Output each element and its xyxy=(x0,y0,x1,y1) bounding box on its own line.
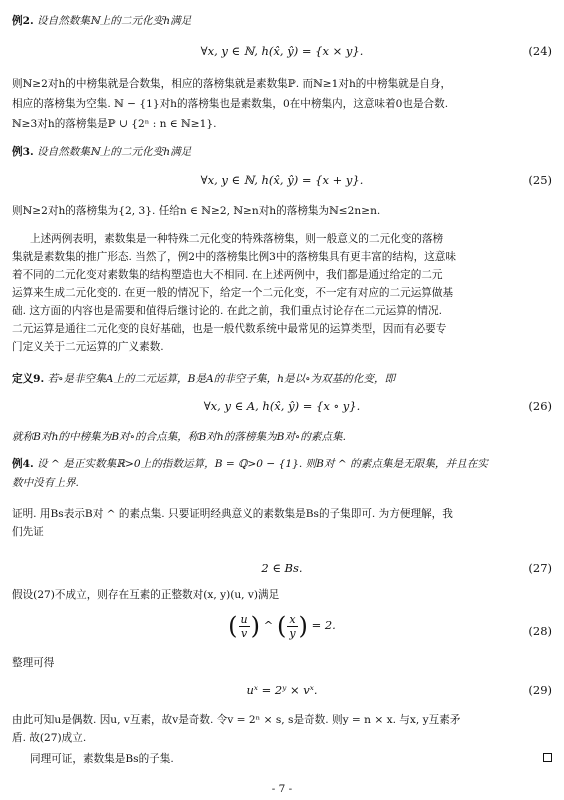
example-2-line-3: ℕ≥3对h的落榜集是ℙ ∪ {2ⁿ : n ∈ ℕ≥1}. xyxy=(12,118,217,130)
discussion-line-7: 门定义关于二元运算的广义素数. xyxy=(12,341,164,353)
fraction-u: u xyxy=(240,612,248,626)
equation-25-body: ∀x, y ∈ ℕ, h(x̂, ŷ) = {x + y}. xyxy=(200,173,364,187)
example-3-label: 例3. xyxy=(12,146,34,158)
example-2-line-1: 则ℕ≥2对h的中榜集就是合数集，相应的落榜集就是素数集ℙ. 而ℕ≥1对h的中榜集就是自身， xyxy=(12,78,452,90)
page-number: - 7 - xyxy=(271,783,293,795)
equation-26-body: ∀x, y ∈ A, h(x̂, ŷ) = {x ∘ y}. xyxy=(203,399,361,413)
example-3-heading xyxy=(12,145,552,159)
discussion-line-4: 运算来生成二元化变的. 在更一般的情况下，给定一个二元化变，不一定有对应的二元运算做基 xyxy=(12,287,454,299)
equation-29 xyxy=(12,683,552,701)
equation-25-number: (25) xyxy=(528,173,552,187)
definition-9-label: 定义9. xyxy=(12,373,45,385)
equation-28-tail: = 2. xyxy=(311,618,336,632)
definition-9-intro: 若∘是非空集A上的二元运算，B是A的非空子集，h是以∘为双基的化变，即 xyxy=(47,373,396,385)
example-4-label: 例4. xyxy=(12,458,34,470)
example-2-line-2: 相应的落榜集为空集. ℕ − {1}对h的落榜集也是素数集，0在中榜集内，这意味着0也是合数. xyxy=(12,98,449,110)
equation-27 xyxy=(12,561,552,579)
equation-25 xyxy=(12,173,552,191)
definition-9-line-1: 就称B对h的中榜集为B对∘的合点集，称B对h的落榜集为B对∘的素点集. xyxy=(12,431,346,443)
proof-line-2: 们先证 xyxy=(12,526,44,538)
fraction-y: y xyxy=(289,626,296,640)
equation-28-body: ( $\frac{u}{v}$ ) ^ ( $\frac{x}{y}$ ) = 2. xyxy=(228,612,336,640)
equation-29-body: uˣ = 2ʸ × vˣ. xyxy=(246,683,318,697)
proof-line-6: 盾. 故(27)成立. xyxy=(12,732,87,744)
discussion-line-1: 上述两例表明，素数集是一种特殊二元化变的特殊落榜集，则一般意义的二元化变的落榜 xyxy=(30,233,444,245)
proof-line-7: 同理可证，素数集是Bs的子集. xyxy=(30,753,174,765)
example-2-intro: 设自然数集ℕ上的二元化变h满足 xyxy=(37,15,192,27)
example-2-heading xyxy=(12,14,552,28)
proof-line-1: 证明. 用Bs表示B对 ^ 的素点集. 只要证明经典意义的素数集是Bs的子集即可. 为方便理解，我 xyxy=(12,508,453,520)
example-4-line-1: 设 ^ 是正实数集ℝ>0上的指数运算，B = ℚ>0 − {1}. 则B对 ^ 的素点集是无限集，并且在实 xyxy=(37,458,488,470)
equation-27-body: 2 ∈ Bs. xyxy=(261,561,303,575)
discussion-line-5: 础. 这方面的内容也是需要和值得后继讨论的. 在此之前，我们重点讨论存在二元运算的情况. xyxy=(12,305,442,317)
example-3-line-1: 则ℕ≥2对h的落榜集为{2, 3}. 任给n ∈ ℕ≥2, ℕ≥n对h的落榜集为ℕ≤2n≥n. xyxy=(12,205,381,217)
equation-27-number: (27) xyxy=(528,561,552,575)
fraction-x: x xyxy=(289,612,296,626)
equation-28-number: (28) xyxy=(528,624,552,638)
proof-line-3: 假设(27)不成立，则存在互素的正整数对(x, y)(u, v)满足 xyxy=(12,589,280,601)
discussion-line-6: 二元运算是通往二元化变的良好基础，也是一般代数系统中最常见的运算类型，因而有必要专 xyxy=(12,323,447,335)
discussion-line-2: 集就是素数集的推广形态. 当然了，例2中的落榜集比例3中的落榜集具有更丰富的结构，这意味 xyxy=(12,251,456,263)
equation-24-number: (24) xyxy=(528,44,552,58)
example-4-heading xyxy=(12,457,552,471)
example-3-intro: 设自然数集ℕ上的二元化变h满足 xyxy=(37,146,192,158)
definition-9-heading xyxy=(12,372,552,386)
fraction-v: v xyxy=(240,626,248,640)
equation-26 xyxy=(12,399,552,417)
discussion-line-3: 着不同的二元化变对素数集的结构塑造也大不相同. 在上述两例中，我们都是通过给定的二元 xyxy=(12,269,443,281)
equation-24 xyxy=(12,44,552,62)
proof-line-5: 由此可知u是偶数. 因u, v互素，故v是奇数. 令v = 2ⁿ × s, s是奇数. 则y = n × x. 与x, y互素矛 xyxy=(12,714,461,726)
qed-square-icon xyxy=(543,753,552,762)
equation-28 xyxy=(12,612,552,652)
equation-26-number: (26) xyxy=(528,399,552,413)
equation-24-body: ∀x, y ∈ ℕ, h(x̂, ŷ) = {x × y}. xyxy=(200,44,364,58)
equation-29-number: (29) xyxy=(528,683,552,697)
example-4-line-2: 数中没有上界. xyxy=(12,477,79,489)
example-2-label: 例2. xyxy=(12,15,34,27)
proof-line-4: 整理可得 xyxy=(12,657,55,669)
